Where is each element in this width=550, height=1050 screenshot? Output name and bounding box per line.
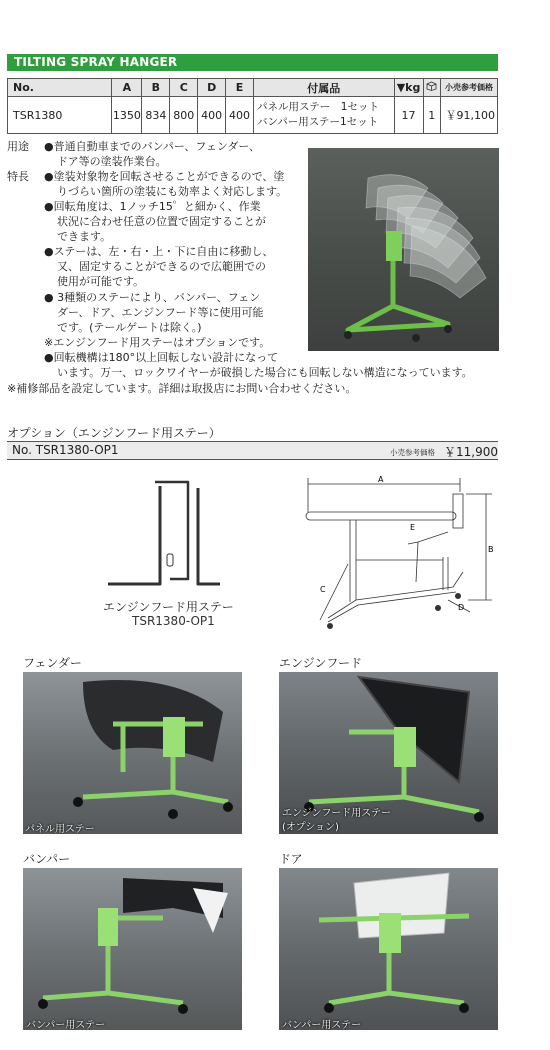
feature-line: ●回転機構は180°以上回転しない設計になって bbox=[44, 351, 279, 364]
feature-line: ●回転角度は、1ノッチ15゜と細かく、作業 bbox=[44, 200, 261, 213]
box-icon bbox=[426, 81, 437, 91]
option-number: No. TSR1380-OP1 bbox=[12, 443, 119, 457]
dimension-diagram bbox=[298, 472, 498, 632]
photo-bumper bbox=[23, 868, 242, 1030]
option-caption: エンジンフード用ステー bbox=[103, 600, 234, 614]
feature-line: ダー、ドア、エンジンフード等に使用可能 bbox=[57, 306, 264, 319]
cell-weight: 17 bbox=[394, 97, 423, 134]
cell-accessories bbox=[254, 97, 395, 134]
feature-label: 特長 bbox=[7, 170, 29, 183]
photo-door bbox=[279, 868, 498, 1030]
photo-title-hood: エンジンフード bbox=[279, 656, 363, 670]
photo-overlay-door: バンパー用ステー bbox=[282, 1020, 362, 1030]
accessory-1: パネル用ステー 1セット bbox=[257, 101, 379, 113]
engine-hood-stay-drawing bbox=[100, 474, 240, 594]
option-price: ￥11,900 bbox=[444, 445, 498, 459]
table-row bbox=[8, 97, 498, 134]
product-title: TILTING SPRAY HANGER bbox=[14, 55, 178, 69]
feature-line: 又、固定することができるので広範囲での bbox=[57, 260, 266, 273]
col-header-no: No. bbox=[8, 79, 112, 97]
dim-label-d: D bbox=[458, 603, 465, 612]
feature-line: りづらい箇所の塗装にも効率よく対応します。 bbox=[57, 185, 288, 198]
dim-label-e: E bbox=[410, 523, 416, 532]
col-header-b: B bbox=[142, 79, 170, 97]
col-header-e: E bbox=[226, 79, 254, 97]
dim-label-c: C bbox=[320, 585, 326, 594]
col-header-price: 小売参考価格 bbox=[441, 79, 498, 97]
option-price-label: 小売参考価格 bbox=[390, 448, 435, 457]
feature-line: ※エンジンフード用ステーはオプションです。 bbox=[44, 336, 271, 349]
product-photo bbox=[308, 148, 499, 351]
dim-label-b: B bbox=[488, 545, 494, 554]
option-title: オプション（エンジンフード用ステー） bbox=[7, 426, 221, 440]
feature-line: ●ステーは、左・右・上・下に自由に移動し、 bbox=[44, 245, 274, 258]
photo-overlay-bumper: バンパー用ステー bbox=[26, 1020, 106, 1030]
feature-line: 状況に合わせ任意の位置で固定することが bbox=[57, 215, 266, 228]
use-label: 用途 bbox=[7, 140, 29, 153]
accessory-2: バンパー用ステー1セット bbox=[257, 116, 379, 128]
cell-b: 834 bbox=[142, 97, 170, 134]
option-code: TSR1380-OP1 bbox=[132, 614, 215, 628]
cell-no: TSR1380 bbox=[8, 97, 112, 134]
feature-line: できます。 bbox=[57, 230, 112, 243]
col-header-weight: ▼kg bbox=[394, 79, 423, 97]
photo-title-door: ドア bbox=[279, 852, 303, 866]
feature-line: 使用が可能です。 bbox=[57, 275, 145, 288]
spec-table bbox=[7, 78, 498, 134]
col-header-d: D bbox=[198, 79, 226, 97]
cell-a: 1350 bbox=[112, 97, 142, 134]
feature-line: います。万一、ロックワイヤーが破損した場合にも回転しない構造になっています。 bbox=[57, 366, 473, 379]
dim-label-a: A bbox=[378, 475, 384, 484]
photo-overlay-hood: エンジンフード用ステー bbox=[282, 808, 391, 819]
cell-price: ￥91,100 bbox=[441, 97, 498, 134]
cell-d: 400 bbox=[198, 97, 226, 134]
photo-hood bbox=[279, 672, 498, 834]
col-header-accessories: 付属品 bbox=[254, 79, 395, 97]
photo-title-fender: フェンダー bbox=[23, 656, 82, 670]
col-header-c: C bbox=[170, 79, 198, 97]
photo-overlay-hood-option: (オプション) bbox=[282, 822, 339, 833]
feature-line: ●塗装対象物を回転させることができるので、塗 bbox=[44, 170, 285, 183]
col-header-box bbox=[423, 79, 441, 97]
photo-title-bumper: バンパー bbox=[23, 852, 71, 866]
use-text: ●普通自動車までのバンパー、フェンダー、 bbox=[44, 140, 260, 153]
photo-fender bbox=[23, 672, 242, 834]
repair-note: ※補修部品を設定しています。詳細は取扱店にお問い合わせください。 bbox=[7, 382, 357, 395]
cell-e: 400 bbox=[226, 97, 254, 134]
table-header-row bbox=[8, 79, 498, 97]
photo-overlay-fender: パネル用ステー bbox=[25, 824, 95, 834]
cell-c: 800 bbox=[170, 97, 198, 134]
feature-line: です。(テールゲートは除く。) bbox=[57, 321, 202, 334]
cell-qty: 1 bbox=[423, 97, 441, 134]
feature-line: ● 3種類のステーにより、バンパー、フェン bbox=[44, 291, 261, 304]
use-text-2: ドア等の塗装作業台。 bbox=[57, 155, 167, 168]
col-header-a: A bbox=[112, 79, 142, 97]
